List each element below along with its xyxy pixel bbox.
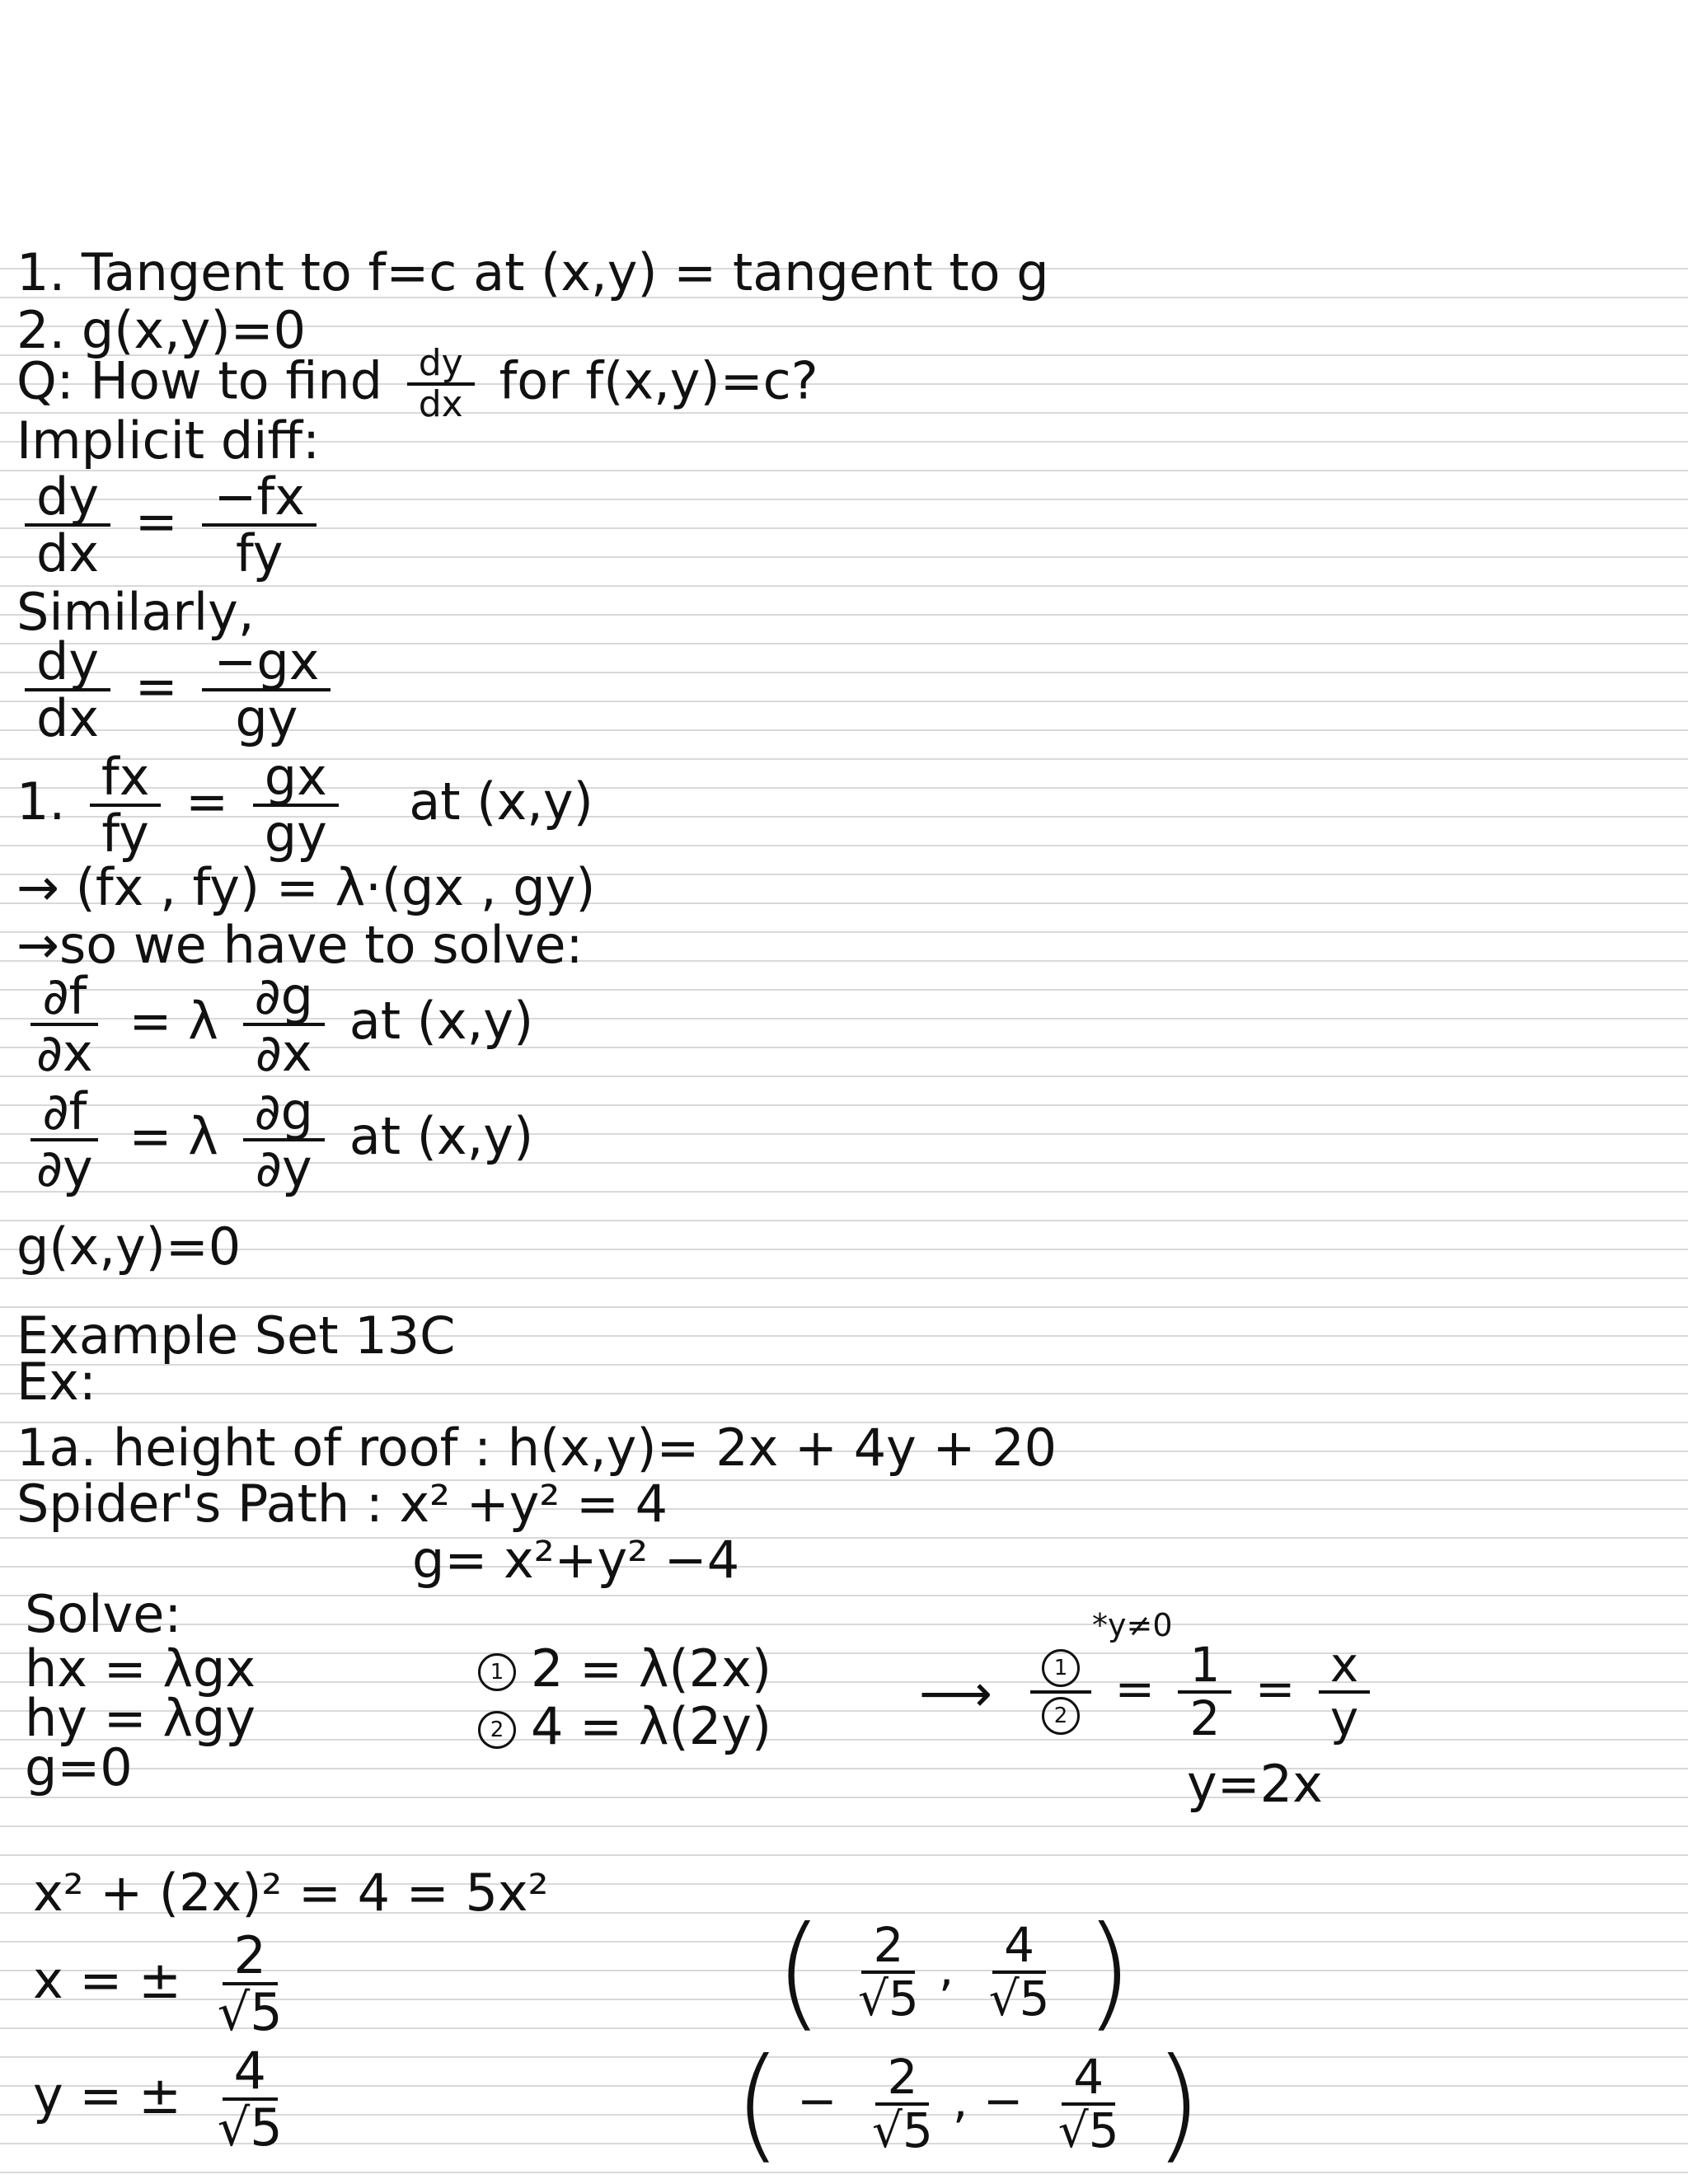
equation-2-text: 4 = λ(2y) xyxy=(531,1696,772,1756)
partial-x-rhs-num: ∂g xyxy=(243,969,325,1026)
solve-label: Solve: xyxy=(25,1584,182,1644)
implicit-lhs-num: dy xyxy=(25,470,110,527)
point-positive-x-num: 2 xyxy=(861,1920,915,1974)
point-negative-x-den: √5 xyxy=(872,2102,933,2158)
partial-x-rhs xyxy=(243,966,325,1084)
question-frac-num: dy xyxy=(407,344,475,386)
point-positive: ( $\frac{2}{√5}$ , $\frac{4}{√5}$ ) xyxy=(775,1900,1133,2044)
division-den-marker: 2 xyxy=(1042,1697,1080,1735)
partial-x-rhs-den: ∂x xyxy=(255,1023,312,1084)
example-ex: Ex: xyxy=(16,1352,96,1412)
x-den: √5 xyxy=(217,1982,283,2043)
ratio-eq: = xyxy=(185,771,229,832)
question-post: for f(x,y)=c? xyxy=(499,350,818,411)
constraint-line: g(x,y)=0 xyxy=(16,1216,241,1277)
partial-y-rhs-num: ∂g xyxy=(243,1085,325,1141)
partial-y-mid: = λ xyxy=(129,1106,218,1167)
similarly-label: Similarly, xyxy=(16,582,255,642)
point-positive-y-num: 4 xyxy=(992,1920,1046,1974)
partial-x-lhs-den: ∂x xyxy=(36,1023,93,1084)
division-den xyxy=(1030,1694,1091,1738)
partial-y-lhs-den: ∂y xyxy=(36,1138,93,1199)
point-negative-y xyxy=(1047,2049,1131,2158)
partial-x-mid: = λ xyxy=(129,991,218,1052)
ratio-rhs-num: gx xyxy=(253,750,339,807)
xy-fraction xyxy=(1319,1637,1370,1746)
similarly-equation xyxy=(16,631,339,749)
point-negative-y-num: 4 xyxy=(1062,2052,1115,2106)
system-line-1: hx = λgx xyxy=(25,1638,256,1699)
ratio-prefix: 1. xyxy=(16,771,66,832)
question-frac-den: dx xyxy=(418,383,463,426)
ratio-lhs-den: fy xyxy=(101,804,149,865)
ratio-result xyxy=(1022,1637,1378,1746)
similarly-rhs-num: −gx xyxy=(202,635,331,691)
system-line-2: hy = λgy xyxy=(25,1688,256,1748)
equation-2 xyxy=(478,1698,771,1755)
half-num: 1 xyxy=(1178,1640,1231,1694)
implicit-lhs-den: dx xyxy=(36,523,100,584)
ratio-rhs-den: gy xyxy=(264,804,327,865)
system-line-3: g=0 xyxy=(25,1737,133,1797)
similarly-rhs xyxy=(202,631,331,749)
implicit-rhs xyxy=(202,466,316,584)
nonzero-note: *y≠0 xyxy=(1092,1607,1173,1643)
substitution-line: x² + (2x)² = 4 = 5x² xyxy=(33,1863,549,1923)
y-result: y=2x xyxy=(1187,1754,1323,1814)
x-fraction xyxy=(206,1925,294,2043)
partial-x-lhs-num: ∂f xyxy=(30,969,98,1026)
y-solution xyxy=(33,2041,302,2158)
similarly-eq: = xyxy=(134,656,178,717)
xy-den: y xyxy=(1329,1690,1359,1746)
partial-y-rhs-den: ∂y xyxy=(255,1138,312,1199)
note-line-2: 2. g(x,y)=0 xyxy=(16,300,307,360)
partial-y-at: at (x,y) xyxy=(349,1106,534,1167)
x-label: x = xyxy=(33,1950,123,2011)
point-negative-x-sign: − xyxy=(796,2073,837,2130)
equation-1-text: 2 = λ(2x) xyxy=(531,1638,772,1699)
half-eq: = xyxy=(1254,1661,1296,1717)
equation-2-marker: 2 xyxy=(478,1711,516,1749)
x-solution xyxy=(33,1925,302,2043)
xy-num: x xyxy=(1319,1640,1370,1694)
example-g-def: g= x²+y² −4 xyxy=(412,1530,740,1590)
y-num: 4 xyxy=(223,2044,278,2101)
question-pre: Q: How to find xyxy=(16,350,383,411)
point-positive-y-den: √5 xyxy=(988,1971,1050,2027)
partial-x-lhs xyxy=(25,966,105,1084)
division-fraction xyxy=(1030,1646,1091,1738)
example-roof: 1a. height of roof : h(x,y)= 2x + 4y + 20 xyxy=(16,1418,1057,1478)
implicit-label: Implicit diff: xyxy=(16,410,321,471)
solve-line: →so we have to solve: xyxy=(16,915,584,975)
example-title: Example Set 13C xyxy=(16,1305,456,1366)
y-fraction xyxy=(206,2041,294,2158)
ratio-lhs-num: fx xyxy=(90,750,162,807)
example-path: Spider's Path : x² +y² = 4 xyxy=(16,1474,668,1534)
arrow: ⟶ xyxy=(919,1663,992,1723)
ratio-at: at (x,y) xyxy=(409,771,593,832)
division-eq: = xyxy=(1114,1661,1156,1717)
implicit-eq: = xyxy=(134,491,178,552)
y-plus-minus: ± xyxy=(138,2065,182,2126)
partial-x-equation xyxy=(16,966,534,1084)
equation-1 xyxy=(478,1640,771,1698)
question-fraction xyxy=(407,344,475,424)
similarly-lhs xyxy=(25,631,110,749)
partial-y-lhs-num: ∂f xyxy=(30,1085,98,1141)
point-negative: ( − $\frac{2}{√5}$ , − $\frac{4}{√5}$ ) xyxy=(734,2032,1203,2176)
partial-y-equation xyxy=(16,1081,534,1199)
division-num xyxy=(1030,1646,1091,1694)
lambda-line: → (fx , fy) = λ·(gx , gy) xyxy=(16,857,596,917)
implicit-rhs-den: fy xyxy=(235,523,284,584)
partial-y-lhs xyxy=(25,1081,105,1199)
similarly-rhs-den: gy xyxy=(235,688,298,749)
partial-x-at: at (x,y) xyxy=(349,991,534,1052)
point-negative-x xyxy=(860,2049,945,2158)
y-den: √5 xyxy=(217,2097,283,2158)
similarly-lhs-den: dx xyxy=(36,688,100,749)
ratio-rhs xyxy=(253,747,339,865)
ratio-equation xyxy=(16,747,593,865)
point-negative-x-num: 2 xyxy=(875,2052,929,2106)
note-line-1: 1. Tangent to f=c at (x,y) = tangent to g xyxy=(16,242,1049,302)
point-negative-y-den: √5 xyxy=(1057,2102,1119,2158)
point-positive-x-den: √5 xyxy=(857,1971,919,2027)
half-fraction xyxy=(1178,1637,1231,1746)
implicit-lhs xyxy=(25,466,110,584)
x-plus-minus: ± xyxy=(138,1950,182,2011)
point-positive-x xyxy=(846,1917,931,2027)
division-num-marker: 1 xyxy=(1042,1649,1080,1687)
point-positive-y xyxy=(978,1917,1062,2027)
x-num: 2 xyxy=(223,1929,278,1985)
ratio-lhs xyxy=(90,747,162,865)
half-den: 2 xyxy=(1189,1690,1221,1746)
implicit-rhs-num: −fx xyxy=(202,470,316,527)
equation-1-marker: 1 xyxy=(478,1653,516,1691)
y-label: y = xyxy=(33,2065,123,2126)
point-negative-y-sign: − xyxy=(982,2073,1024,2130)
partial-y-rhs xyxy=(243,1081,325,1199)
similarly-lhs-num: dy xyxy=(25,635,110,691)
implicit-equation xyxy=(16,466,325,584)
